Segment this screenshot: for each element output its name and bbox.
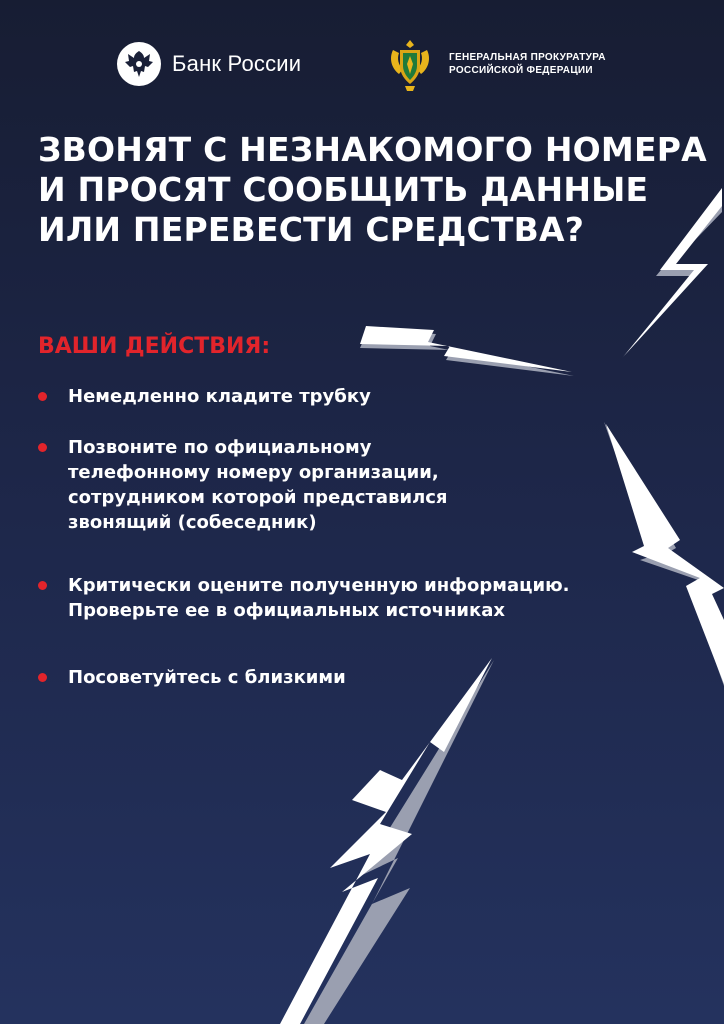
list-item [38, 573, 569, 623]
prosecutor-name [449, 51, 606, 77]
list-item [38, 435, 447, 535]
bullet-icon [38, 673, 47, 682]
main-headline [38, 130, 707, 250]
lightning-bolt-icon [604, 422, 724, 686]
headline-line1: ЗВОНЯТ С НЕЗНАКОМОГО НОМЕРА [38, 130, 707, 169]
bank-of-russia-logo [116, 41, 301, 87]
bullet-icon [38, 392, 47, 401]
prosecutor-emblem-icon [385, 36, 435, 92]
action-text: Позвоните по официальному телефонному номеру организации, сотрудником которой представился звонящий (собеседник) [68, 437, 448, 533]
bank-name: Банк России [172, 51, 302, 76]
headline-line3: ИЛИ ПЕРЕВЕСТИ СРЕДСТВА? [38, 210, 585, 249]
prosecutor-general-logo [385, 36, 606, 92]
lightning-bolt-icon [360, 326, 574, 376]
bullet-icon [38, 443, 47, 452]
lightning-bolt-icon [280, 658, 494, 1024]
headline-line2: И ПРОСЯТ СООБЩИТЬ ДАННЫЕ [38, 170, 649, 209]
double-headed-eagle-icon [116, 41, 162, 87]
bullet-icon [38, 581, 47, 590]
action-text: Немедленно кладите трубку [68, 386, 371, 407]
prosecutor-name-line1: ГЕНЕРАЛЬНАЯ ПРОКУРАТУРА [449, 52, 606, 63]
action-text: Посоветуйтесь с близкими [68, 667, 346, 688]
action-text: Критически оцените полученную информацию. Проверьте ее в официальных источниках [68, 575, 570, 621]
section-title: ВАШИ ДЕЙСТВИЯ: [38, 334, 271, 359]
list-item [38, 384, 371, 409]
header-logos [0, 0, 724, 110]
list-item [38, 665, 346, 690]
prosecutor-name-line2: РОССИЙСКОЙ ФЕДЕРАЦИИ [449, 65, 593, 76]
